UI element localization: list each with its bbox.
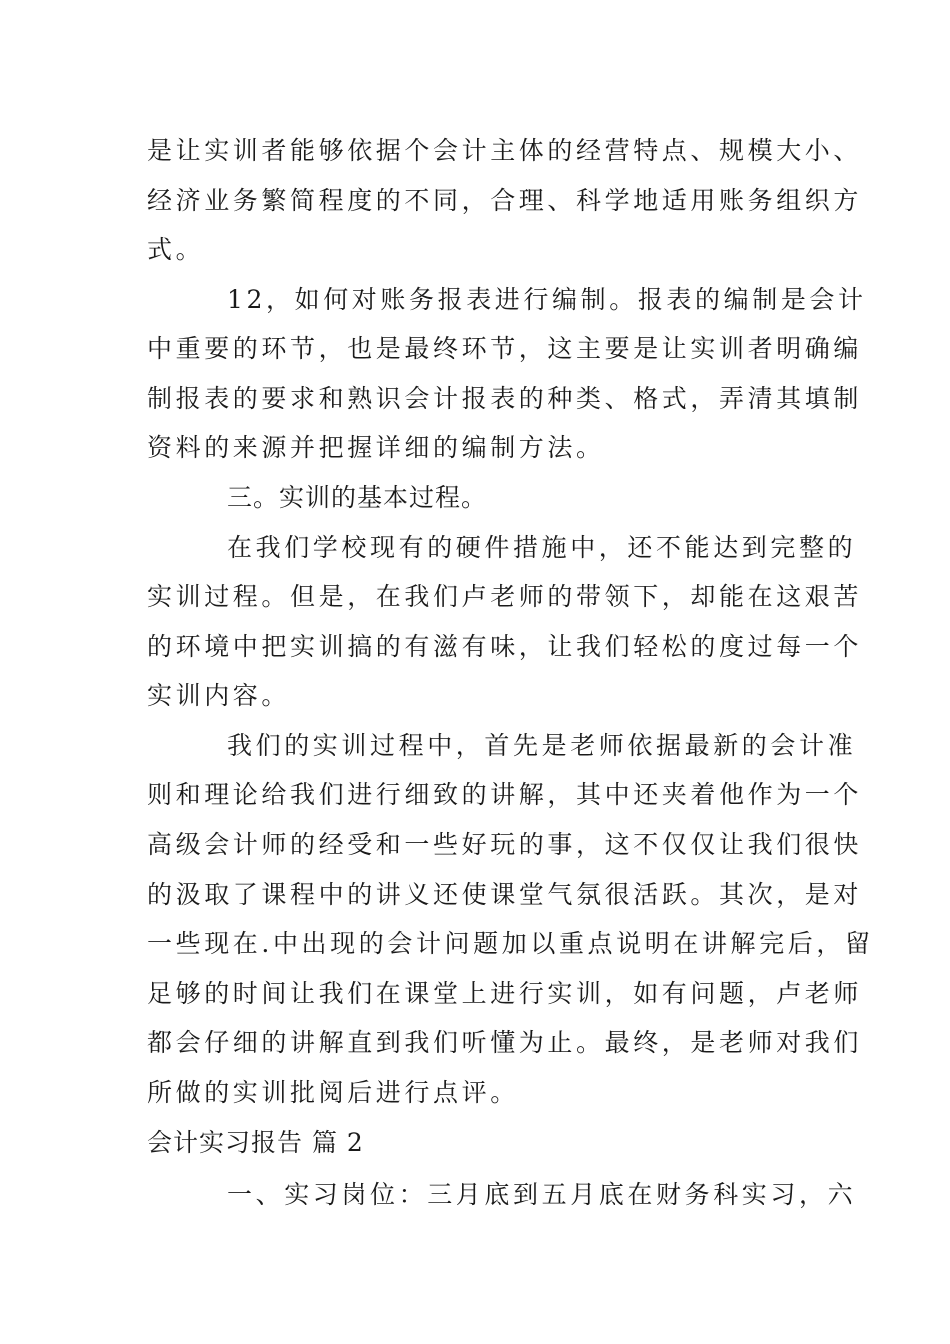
paragraph-line: 则和理论给我们进行细致的讲解，其中还夹着他作为一个 <box>147 780 863 809</box>
paragraph-line: 一、实习岗位：三月底到五月底在财务科实习，六 <box>227 1180 857 1209</box>
paragraph-line: 是让实训者能够依据个会计主体的经营特点、规模大小、 <box>147 136 863 165</box>
paragraph-line: 经济业务繁简程度的不同，合理、科学地适用账务组织方 <box>147 186 863 215</box>
section-heading: 三。实训的基本过程。 <box>227 483 488 512</box>
paragraph-line: 一些现在.中出现的会计问题加以重点说明在讲解完后，留 <box>147 929 874 958</box>
paragraph-line: 的汲取了课程中的讲义还使课堂气氛很活跃。其次，是对 <box>147 880 863 909</box>
paragraph-line: 在我们学校现有的硬件措施中，还不能达到完整的 <box>227 533 857 562</box>
paragraph-line: 式。 <box>147 235 205 264</box>
paragraph-line: 12，如何对账务报表进行编制。报表的编制是会计 <box>227 285 867 314</box>
paragraph-line: 的环境中把实训搞的有滋有味，让我们轻松的度过每一个 <box>147 632 863 661</box>
paragraph-line: 我们的实训过程中，首先是老师依据最新的会计准 <box>227 731 857 760</box>
paragraph-line: 高级会计师的经受和一些好玩的事，这不仅仅让我们很快 <box>147 830 863 859</box>
paragraph-line: 所做的实训批阅后进行点评。 <box>147 1078 519 1107</box>
paragraph-line: 制报表的要求和熟识会计报表的种类、格式，弄清其填制 <box>147 384 863 413</box>
paragraph-line: 都会仔细的讲解直到我们听懂为止。最终，是老师对我们 <box>147 1028 863 1057</box>
report-title: 会计实习报告 篇 2 <box>147 1128 364 1157</box>
paragraph-line: 实训过程。但是，在我们卢老师的带领下，却能在这艰苦 <box>147 582 863 611</box>
paragraph-line: 足够的时间让我们在课堂上进行实训，如有问题，卢老师 <box>147 979 863 1008</box>
paragraph-line: 中重要的环节，也是最终环节，这主要是让实训者明确编 <box>147 334 863 363</box>
paragraph-line: 资料的来源并把握详细的编制方法。 <box>147 433 605 462</box>
paragraph-line: 实训内容。 <box>147 681 291 710</box>
